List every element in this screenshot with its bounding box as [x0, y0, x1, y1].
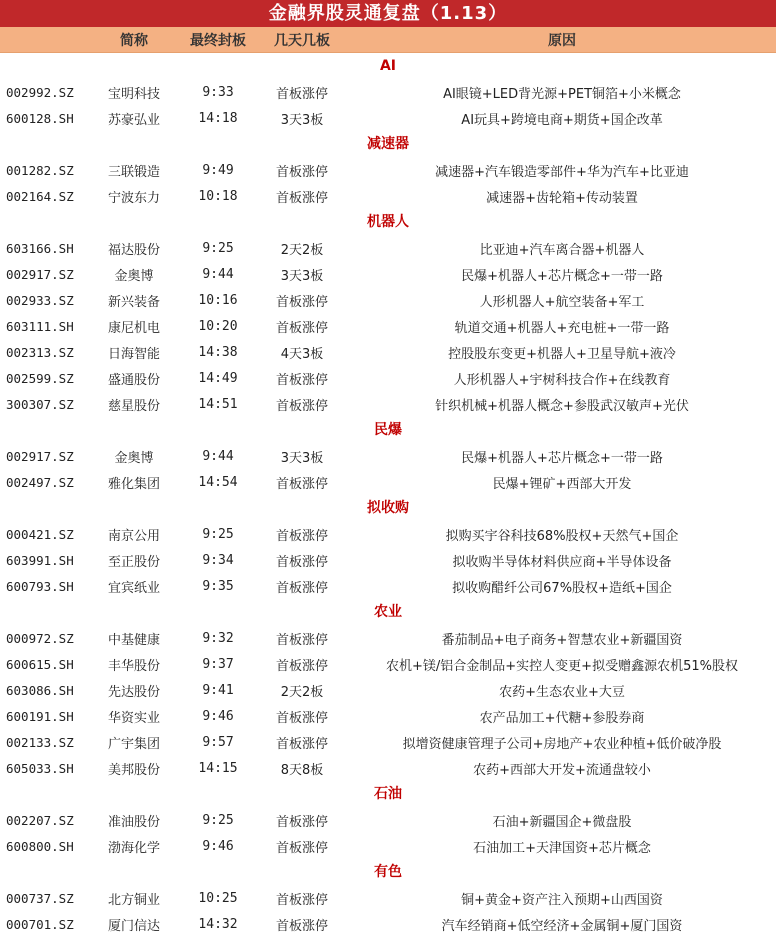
- reason: 汽车经销商+低空经济+金属铜+厦门国资: [441, 918, 683, 934]
- header-final-seal: 最终封板: [190, 32, 246, 49]
- board-count: 首板涨停: [275, 528, 328, 544]
- stock-name: 雅化集团: [107, 476, 160, 492]
- final-seal-time: 10:16: [198, 292, 238, 308]
- stock-code: 002917.SZ: [6, 448, 74, 464]
- stock-name: 盛通股份: [107, 372, 160, 388]
- stock-code: 000421.SZ: [6, 526, 74, 542]
- final-seal-time: 14:54: [198, 474, 238, 490]
- stock-code: 002992.SZ: [6, 84, 74, 100]
- stock-code: 002164.SZ: [6, 188, 74, 204]
- board-count: 3天3板: [280, 268, 324, 284]
- final-seal-time: 9:25: [202, 812, 234, 828]
- stock-name: 金奥博: [114, 450, 154, 466]
- stock-code: 600800.SH: [6, 838, 74, 854]
- board-count: 4天3板: [280, 346, 324, 362]
- stock-name: 中基健康: [107, 632, 160, 648]
- board-count: 3天3板: [280, 450, 324, 466]
- stock-code: 603991.SH: [6, 552, 74, 568]
- reason: 民爆+机器人+芯片概念+一带一路: [461, 450, 663, 466]
- reason: 石油加工+天津国资+芯片概念: [473, 840, 651, 856]
- table-row: [0, 625, 776, 651]
- stock-code: 300307.SZ: [6, 396, 74, 412]
- header-name: 简称: [120, 32, 148, 49]
- board-count: 首板涨停: [275, 86, 328, 102]
- stock-name: 宝明科技: [107, 86, 160, 102]
- stock-name: 广宇集团: [107, 736, 160, 752]
- table-row: [0, 677, 776, 703]
- board-count: 首板涨停: [275, 710, 328, 726]
- reason: 减速器+汽车锻造零部件+华为汽车+比亚迪: [435, 164, 689, 180]
- stock-name: 先达股份: [107, 684, 160, 700]
- table-row: [0, 157, 776, 183]
- section-header: 减速器: [0, 131, 776, 157]
- table-row: [0, 807, 776, 833]
- table-row: [0, 365, 776, 391]
- table-row: [0, 287, 776, 313]
- reason: 农药+西部大开发+流通盘较小: [473, 762, 651, 778]
- board-count: 首板涨停: [275, 476, 328, 492]
- table-row: [0, 573, 776, 599]
- reason: 减速器+齿轮箱+传动装置: [486, 190, 638, 206]
- table-row: [0, 547, 776, 573]
- final-seal-time: 10:20: [198, 318, 238, 334]
- stock-name: 慈星股份: [107, 398, 160, 414]
- table-row: [0, 391, 776, 417]
- stock-name: 至正股份: [107, 554, 160, 570]
- table-row: [0, 755, 776, 781]
- stock-name: 美邦股份: [107, 762, 160, 778]
- table-row: [0, 729, 776, 755]
- page-title: 金融界股灵通复盘（1.13）: [0, 0, 776, 27]
- stock-name: 宁波东力: [107, 190, 160, 206]
- table-row: [0, 703, 776, 729]
- final-seal-time: 9:46: [202, 708, 234, 724]
- section-header: 农业: [0, 599, 776, 625]
- section-header: 机器人: [0, 209, 776, 235]
- board-count: 首板涨停: [275, 164, 328, 180]
- board-count: 首板涨停: [275, 632, 328, 648]
- reason: 拟收购半导体材料供应商+半导体设备: [452, 554, 672, 570]
- board-count: 首板涨停: [275, 892, 328, 908]
- final-seal-time: 14:49: [198, 370, 238, 386]
- reason: 农药+生态农业+大豆: [499, 684, 625, 700]
- table-row: [0, 183, 776, 209]
- stock-name: 北方铜业: [107, 892, 160, 908]
- stock-code: 000972.SZ: [6, 630, 74, 646]
- stock-code: 001282.SZ: [6, 162, 74, 178]
- final-seal-time: 9:34: [202, 552, 234, 568]
- stock-code: 002917.SZ: [6, 266, 74, 282]
- table-row: [0, 105, 776, 131]
- stock-name: 南京公用: [107, 528, 160, 544]
- board-count: 3天3板: [280, 112, 324, 128]
- stock-name: 康尼机电: [107, 320, 160, 336]
- board-count: 首板涨停: [275, 918, 328, 934]
- reason: 比亚迪+汽车离合器+机器人: [479, 242, 645, 258]
- stock-name: 宜宾纸业: [107, 580, 160, 596]
- board-count: 首板涨停: [275, 658, 328, 674]
- stock-code: 002933.SZ: [6, 292, 74, 308]
- board-count: 2天2板: [280, 242, 324, 258]
- board-count: 首板涨停: [275, 840, 328, 856]
- stock-code: 002497.SZ: [6, 474, 74, 490]
- stock-code: 603111.SH: [6, 318, 74, 334]
- final-seal-time: 9:41: [202, 682, 234, 698]
- reason: 人形机器人+宇树科技合作+在线教育: [453, 372, 671, 388]
- table-row: [0, 885, 776, 911]
- final-seal-time: 10:18: [198, 188, 238, 204]
- table-row: [0, 443, 776, 469]
- stock-code: 000737.SZ: [6, 890, 74, 906]
- board-count: 首板涨停: [275, 580, 328, 596]
- reason: 针织机械+机器人概念+参股武汉敏声+光伏: [435, 398, 689, 414]
- reason: 拟收购醋纤公司67%股权+造纸+国企: [452, 580, 672, 596]
- reason: 铜+黄金+资产注入预期+山西国资: [461, 892, 663, 908]
- reason: 石油+新疆国企+微盘股: [492, 814, 632, 830]
- stock-name: 准油股份: [107, 814, 160, 830]
- stock-name: 苏豪弘业: [107, 112, 160, 128]
- table-row: [0, 79, 776, 105]
- header-days-boards: 几天几板: [274, 32, 330, 49]
- board-count: 首板涨停: [275, 320, 328, 336]
- final-seal-time: 9:57: [202, 734, 234, 750]
- stock-code: 002313.SZ: [6, 344, 74, 360]
- section-header: AI: [0, 53, 776, 79]
- table-row: [0, 521, 776, 547]
- board-count: 首板涨停: [275, 372, 328, 388]
- section-header: 石油: [0, 781, 776, 807]
- final-seal-time: 10:25: [198, 890, 238, 906]
- final-seal-time: 9:25: [202, 526, 234, 542]
- final-seal-time: 14:32: [198, 916, 238, 932]
- table-row: [0, 261, 776, 287]
- reason: 番茄制品+电子商务+智慧农业+新疆国资: [441, 632, 683, 648]
- final-seal-time: 9:46: [202, 838, 234, 854]
- final-seal-time: 14:15: [198, 760, 238, 776]
- stock-code: 600615.SH: [6, 656, 74, 672]
- table-row: [0, 469, 776, 495]
- final-seal-time: 9:25: [202, 240, 234, 256]
- reason: 拟购买宇谷科技68%股权+天然气+国企: [445, 528, 679, 544]
- stock-name: 新兴装备: [107, 294, 160, 310]
- table-row: [0, 339, 776, 365]
- reason: AI眼镜+LED背光源+PET铜箔+小米概念: [443, 86, 681, 102]
- board-count: 2天2板: [280, 684, 324, 700]
- stock-name: 福达股份: [107, 242, 160, 258]
- stock-code: 002133.SZ: [6, 734, 74, 750]
- reason: 农产品加工+代糖+参股券商: [479, 710, 645, 726]
- board-count: 首板涨停: [275, 398, 328, 414]
- section-header: 拟收购: [0, 495, 776, 521]
- stock-name: 渤海化学: [107, 840, 160, 856]
- reason: 民爆+机器人+芯片概念+一带一路: [461, 268, 663, 284]
- table-header: [0, 27, 776, 53]
- stock-code: 002207.SZ: [6, 812, 74, 828]
- final-seal-time: 9:44: [202, 266, 234, 282]
- reason: 控股股东变更+机器人+卫星导航+液冷: [448, 346, 676, 362]
- final-seal-time: 14:38: [198, 344, 238, 360]
- final-seal-time: 14:51: [198, 396, 238, 412]
- table-row: [0, 833, 776, 859]
- stock-code: 600793.SH: [6, 578, 74, 594]
- header-reason: 原因: [548, 32, 576, 49]
- stock-code: 600128.SH: [6, 110, 74, 126]
- stock-code: 000701.SZ: [6, 916, 74, 932]
- reason: 农机+镁/铝合金制品+实控人变更+拟受赠鑫源农机51%股权: [386, 658, 738, 674]
- final-seal-time: 9:49: [202, 162, 234, 178]
- board-count: 首板涨停: [275, 736, 328, 752]
- table-row: [0, 651, 776, 677]
- stock-code: 600191.SH: [6, 708, 74, 724]
- table-body: [0, 53, 776, 937]
- stock-code: 603086.SH: [6, 682, 74, 698]
- stock-name: 丰华股份: [107, 658, 160, 674]
- stock-name: 金奥博: [114, 268, 154, 284]
- board-count: 首板涨停: [275, 190, 328, 206]
- reason: 人形机器人+航空装备+军工: [479, 294, 645, 310]
- stock-name: 三联锻造: [107, 164, 160, 180]
- board-count: 首板涨停: [275, 554, 328, 570]
- final-seal-time: 9:33: [202, 84, 234, 100]
- table-row: [0, 313, 776, 339]
- final-seal-time: 9:35: [202, 578, 234, 594]
- table-row: [0, 235, 776, 261]
- board-count: 首板涨停: [275, 294, 328, 310]
- stock-code: 603166.SH: [6, 240, 74, 256]
- final-seal-time: 9:32: [202, 630, 234, 646]
- reason: 拟增资健康管理子公司+房地产+农业种植+低价破净股: [402, 736, 722, 752]
- stock-name: 厦门信达: [107, 918, 160, 934]
- section-header: 民爆: [0, 417, 776, 443]
- stock-code: 002599.SZ: [6, 370, 74, 386]
- stock-name: 华资实业: [107, 710, 160, 726]
- board-count: 首板涨停: [275, 814, 328, 830]
- stock-code: 605033.SH: [6, 760, 74, 776]
- reason: AI玩具+跨境电商+期货+国企改革: [461, 112, 663, 128]
- final-seal-time: 14:18: [198, 110, 238, 126]
- final-seal-time: 9:44: [202, 448, 234, 464]
- final-seal-time: 9:37: [202, 656, 234, 672]
- table-row: [0, 911, 776, 937]
- section-header: 有色: [0, 859, 776, 885]
- reason: 轨道交通+机器人+充电桩+一带一路: [454, 320, 670, 336]
- stock-name: 日海智能: [107, 346, 160, 362]
- reason: 民爆+锂矿+西部大开发: [492, 476, 632, 492]
- board-count: 8天8板: [280, 762, 324, 778]
